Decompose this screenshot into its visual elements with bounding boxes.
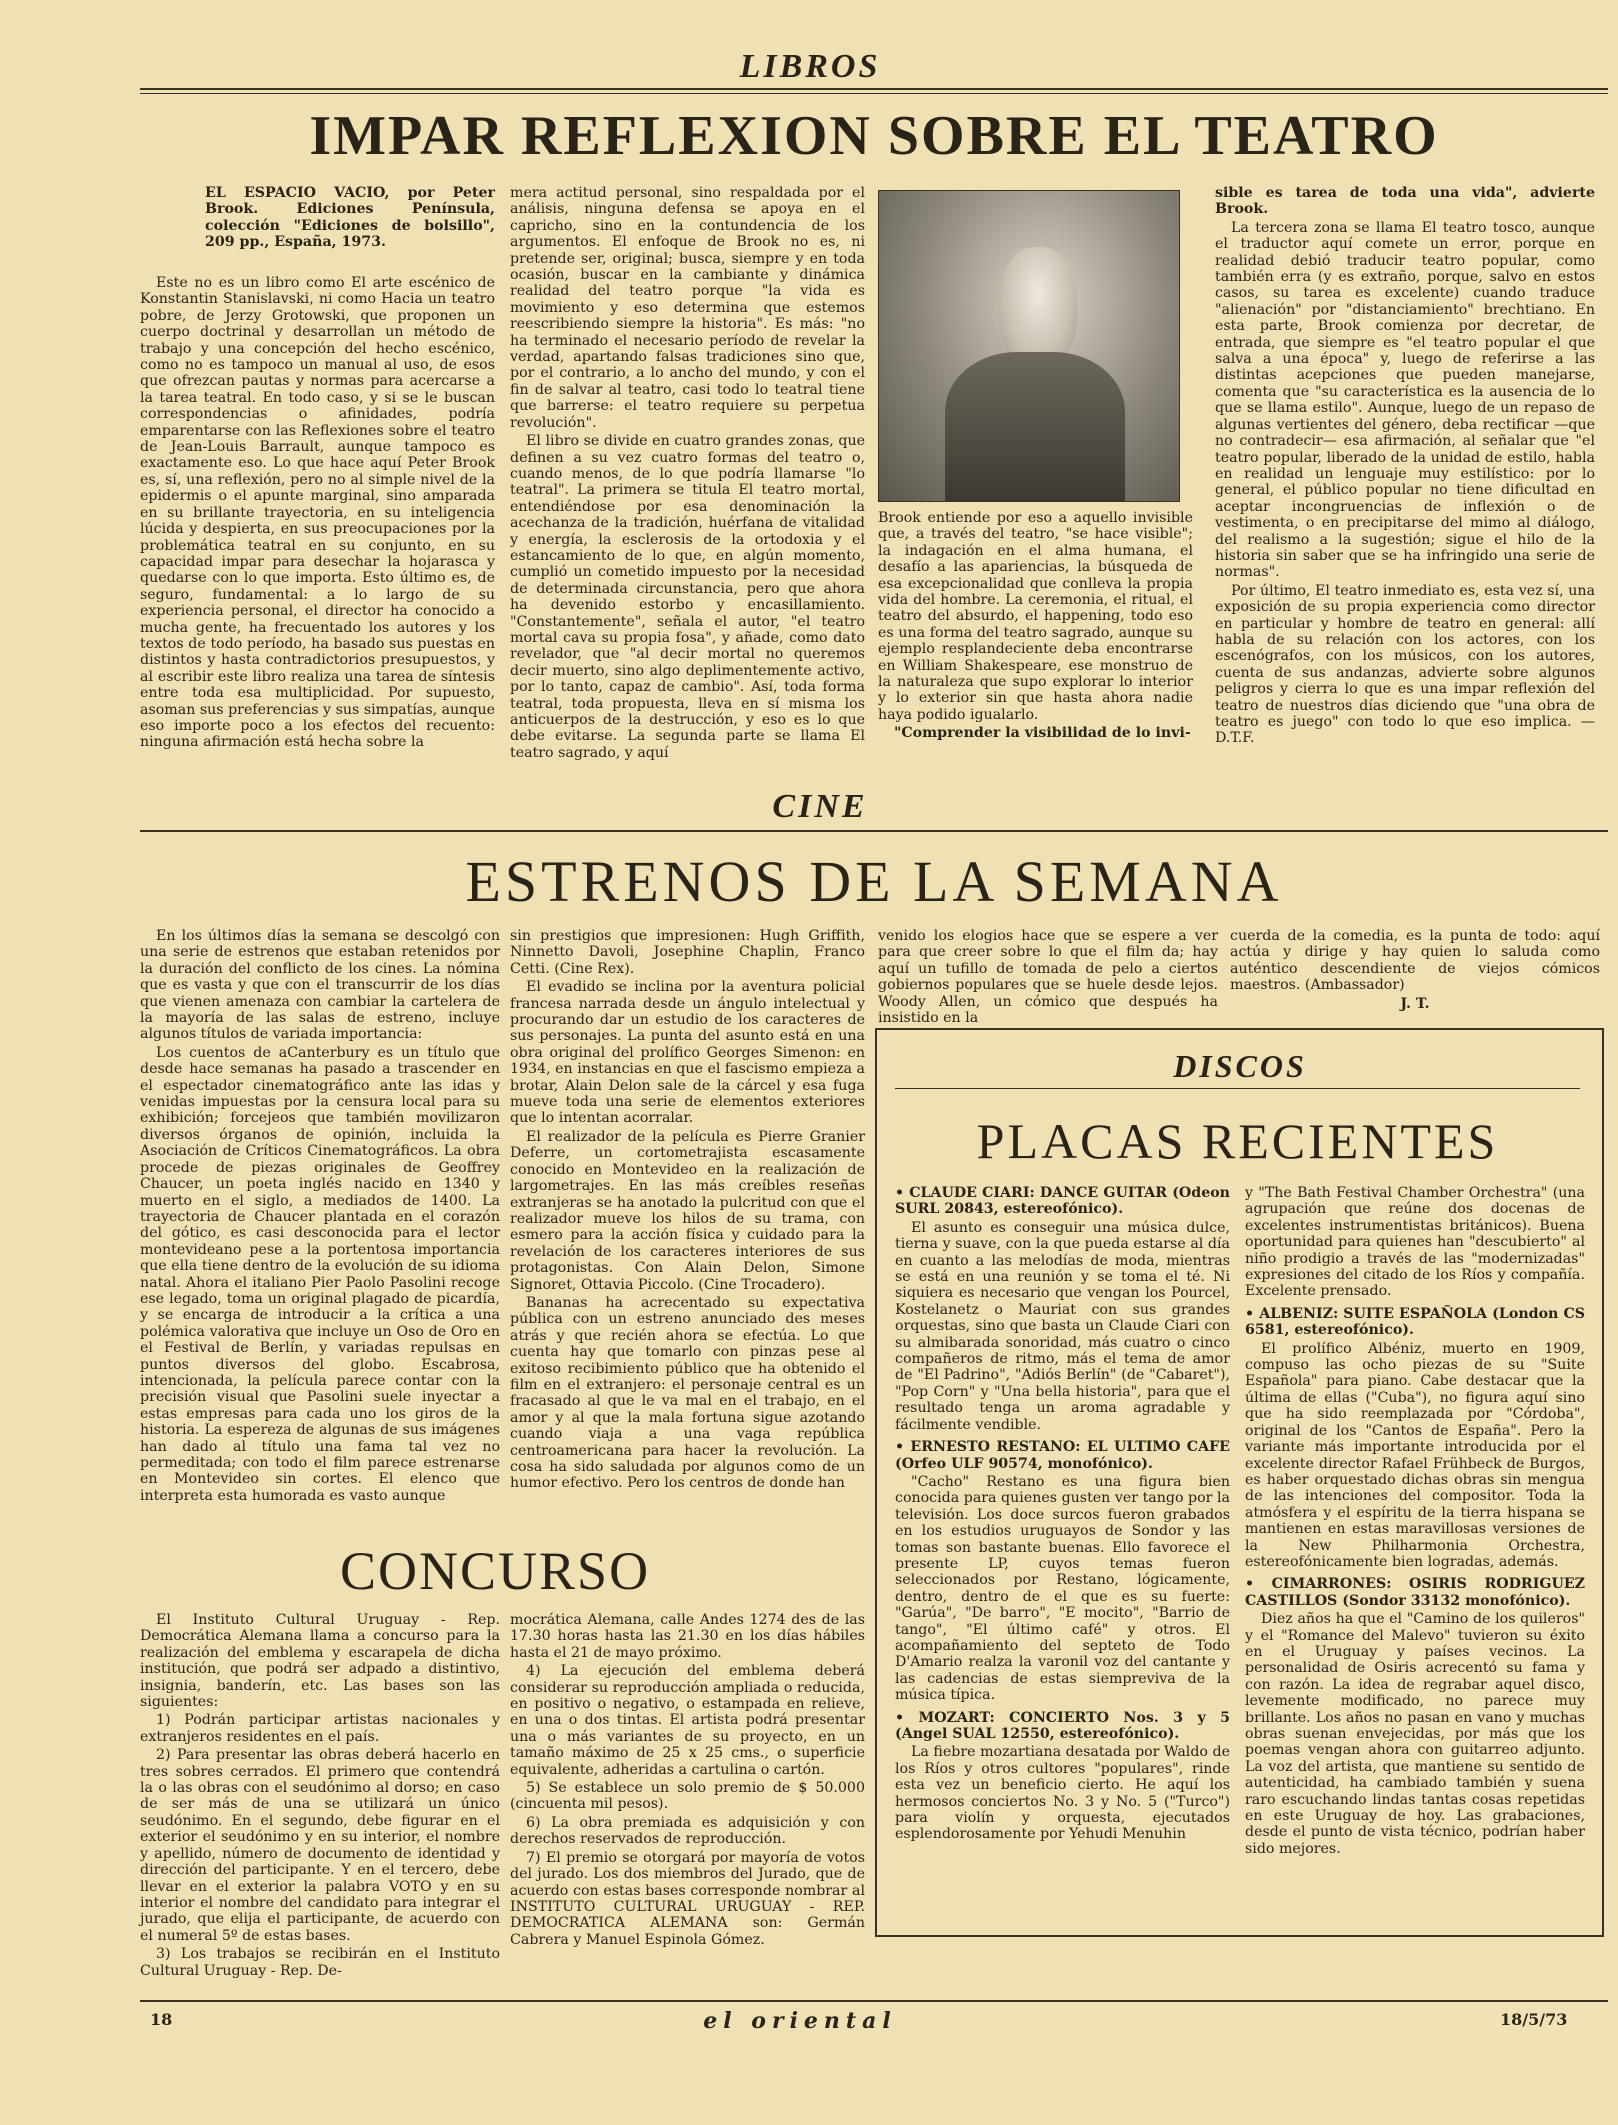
headline-cine: ESTRENOS DE LA SEMANA [465,849,1283,914]
paragraph: 1) Podrán participar artistas nacionales y extranjeros residentes en el país. [140,1712,500,1745]
section-discos: DISCOS [1173,1048,1307,1084]
paragraph: La fiebre mozartiana desatada por Waldo de los Ríos y otros cultores "populares", rinde esta vez un beneficio cierto. He aquí los hermosos conciertos No. 3 y No. 5 ("Turco") para violín y orquesta, ejecutados esplendorosamente por Yehudi Menuhin [895,1744,1230,1843]
paragraph: Brook entiende por eso a aquello invisible que, a través del teatro, "se hace visible"; la indagación en el alma humana, el desafío a las apariencias, la búsqueda de esa excepcionalidad que conlleva la propia vida del hombre. La ceremonia, el ritual, el teatro del absurdo, el happening, todo eso es una forma del teatro sagrado, aunque su ejemplo resplandeciente deba encontrarse en William Shakespeare, ese monstruo de la naturaleza que supo explorar lo interior y lo exterior sin que hasta ahora nadie haya podido igualarlo. [878,510,1193,723]
paragraph: Este no es un libro como El arte escénico de Konstantin Stanislavski, ni como Hacia un teatro pobre, de Jerzy Grotowski, que proponen un cuerpo doctrinal y desarrollan un método de trabajo y una concepción del hecho escénico, como no es tampoco un manual al uso, de esos que ofrezcan pautas y normas para acercarse a la tarea teatral. En todo caso, y si se le buscan correspondencias o afinidades, podría emparentarse con las Reflexiones sobre el teatro de Jean-Louis Barrault, aunque tampoco es exactamente eso. Lo que hace aquí Peter Brook es, sí, una reflexión, pero no al simple nivel de la epidermis o el apunte marginal, sino amparada en su brillante trayectoria, en su inteligencia lúcida y despierta, en sus preocupaciones por la problemática teatral en su conjunto, en su capacidad impar para desechar la hojarasca y quedarse con lo que importa. Esto último es, de seguro, fundamental: a lo largo de su experiencia personal, el director ha conocido a mucha gente, ha frecuentado los autores y los textos de todo período, ha basado sus puestas en distintos y hasta contradictorios presupuestos, y al escribir este libro realiza una tarea de síntesis entre toda esa multiplicidad. Por supuesto, asoman sus preferencias y sus simpatías, aunque eso importe poco a los efectos del recuento: ninguna afirmación está hecha sobre la [140,275,495,751]
discos-column-a [895,1185,1230,1920]
libros-column-3 [878,510,1193,775]
issue-date: 18/5/73 [1500,2010,1568,2029]
paragraph: El realizador de la película es Pierre Granier Deferre, un cortometrajista escasamente conocido en Montevideo en la realización de largometrajes. En las más creíbles reseñas extranjeras se ha anotado la pulcritud con que el realizador mueve los hilos de su trama, con esmero para la acción física y cuidado para la revelación de los caracteres interiores de sus protagonistas. Con Alain Delon, Simone Signoret, Ottavia Piccolo. (Cine Trocadero). [510,1128,865,1293]
publication-name: el oriental [703,2008,897,2034]
paragraph: El libro se divide en cuatro grandes zonas, que definen a su vez cuatro formas del teatro o, cuando menos, de lo que podría llamarse "lo teatral". La primera se titula El teatro mortal, entendiéndose por esa denominación la acechanza de la tradición, huérfana de vitalidad y energía, la esclerosis de la ortodoxia y el estancamiento de lo que, en algún momento, cumplió un cometido impuesto por la necesidad de determinada circunstancia, pero que ahora ha devenido estorbo y encasillamiento. "Constantemente", señala el autor, "el teatro mortal cava su propia fosa", y añade, como dato revelador, que "al decir mortal no queremos decir muerto, sino algo deplimentemente activo, por lo tanto, capaz de cambio". Así, toda forma teatral, toda propuesta, lleva en sí misma los anticuerpos de la destrucción, y eso es lo que debe evitarse. La segunda parte se llama El teatro sagrado, y aquí [510,433,865,761]
divider [895,1088,1580,1089]
paragraph: Por último, El teatro inmediato es, esta vez sí, una exposición de su propia experiencia como director en particular y hombre de teatro en general: allí habla de su relación con los actores, con los escenógrafos, con los músicos, con los autores, cuenta de sus andanzas, advierte sobre algunos peligros y cierra lo que es una impar reflexión del teatro de nuestros días diciendo que "una obra de teatro es juego" con todo lo que eso implica. — D.T.F. [1215,582,1595,747]
record-entry: • MOZART: CONCIERTO Nos. 3 y 5 (Angel SUAL 12550, estereofónico). [895,1709,1230,1742]
paragraph: sible es tarea de toda una vida", advierte Brook. [1215,185,1595,218]
paragraph: El prolífico Albéniz, muerto en 1909, compuso las ocho piezas de su "Suite Española" para piano. Cabe destacar que la última de ellas ("Cuba"), no figura aquí sino que ha sido reemplazada por "Córdoba", original de los "Cantos de España". Pero la variante más importante introducida por el excelente director Rafael Frühbeck de Burgos, es haber orquestado dichas obras sin mengua de las intenciones del compositor. Toda la atmósfera y el espíritu de la tierra hispana se mantienen en estas maravillosas versiones de la New Philharmonia Orchestra, estereofónicamente bien logradas, además. [1245,1340,1585,1570]
paragraph: 5) Se establece un solo premio de $ 50.000 (cincuenta mil pesos). [510,1780,865,1813]
paragraph: "Comprender la visibilidad de lo invi- [894,725,1191,742]
paragraph: Diez años ha que el "Camino de los quileros" y el "Romance del Malevo" tuvieron su éxito en el Uruguay y países vecinos. La personalidad de Osiris acrecentó su fama y con razón. La idea de regrabar aquel disco, levemente modificado, no parece muy brillante. Los años no pasan en vano y muchas obras suenan envejecidas, por más que los poemas vengan ahora con guitarreo adjunto. La voz del artista, que mantiene su sentido de autenticidad, ha cambiado también y suena raro escuchando lindas tantas cosas repetidas en este Uruguay de hoy. Las grabaciones, desde el punto de vista técnico, podrían haber sido mejores. [1245,1611,1585,1857]
paragraph: El evadido se inclina por la aventura policial francesa narrada desde un ángulo intelectual y procurando dar un estudio de los caracteres de sus personajes. La punta del asunto está en una obra original del prolífico Georges Simenon: en 1934, en instancias en que el fascismo empieza a brotar, Alain Delon sale de la cárcel y esa fuga mueve toda una serie de elementos exteriores que lo intentan acorralar. [510,979,865,1127]
paragraph: cuerda de la comedia, es la punta de todo: aquí actúa y dirige y hay quien lo saluda como auténtico descendiente de viejos cómicos maestros. (Ambassador) [1230,928,1600,994]
concurso-column-2 [510,1612,865,1987]
record-entry: • ALBENIZ: SUITE ESPAÑOLA (London CS 6581, estereofónico). [1245,1305,1585,1339]
page-number: 18 [150,2010,173,2029]
libros-column-1 [140,275,495,775]
paragraph: mocrática Alemana, calle Andes 1274 des de las 17.30 horas hasta las 21.30 en los días hábiles hasta el 21 de mayo próximo. [510,1612,865,1661]
paragraph: 6) La obra premiada es adquisición y con derechos reservados de reproducción. [510,1814,865,1848]
libros-column-4 [1215,185,1595,775]
paragraph: 2) Para presentar las obras deberá hacerlo en tres sobres cerrados. El primero que contendrá la o las obras con el seudónimo al dorso; en caso de ser más de una se utilizará un único seudónimo. En el segundo, debe figurar en el exterior el seudónimo y en su interior, el nombre y apellido, número de documento de identidad y dirección del participante. Y en el tercero, debe llevar en el exterior la palabra VOTO y en su interior el nombre del candidato para integrar el jurado, que elija el participante, de acuerdo con el numeral 5º de estas bases. [140,1747,500,1944]
paragraph: 3) Los trabajos se recibirán en el Instituto Cultural Uruguay - Rep. De- [140,1946,500,1979]
paragraph: La tercera zona se llama El teatro tosco, aunque el traductor aquí comete un error, porque en realidad debió traducir teatro popular, como también erra (y es extraño, porque, salvo en estos casos, su tarea es excelente) cuando traduce "alienación" por "distanciamiento" brechtiano. En esta parte, Brook comienza por decretar, de entrada, que siempre es "el teatro popular el que salva a una época" y, luego de referirse a las distintas acepciones que pueden manejarse, comenta que "su característica es la ausencia de lo que se llama estilo". Aunque, luego de un repaso de algunas vertientes del género, deba rectificar —que no contradecir— esa afirmación, al señalar que "el teatro popular, liberado de la unidad de estilo, habla en realidad un lenguaje muy estilístico: por lo general, el público popular no tiene dificultad en aceptar incongruencias de inflexión o de vestimenta, o en precipitarse del mimo al diálogo, del realismo a la sugestión; sigue el hilo de la historia sin saber que se ha infringido una serie de normas". [1215,219,1595,581]
footer-rule [140,2000,1608,2002]
section-cine: CINE [772,788,868,825]
divider [140,88,1608,90]
paragraph: 4) La ejecución del emblema deberá considerar su reproducción ampliada o reducida, en positivo o negativo, o estampada en relieve, en una o dos tintas. El artista podrá presentar una o más variantes de su proyecto, en un tamaño máximo de 25 x 25 cms., o superficie equivalente, adheridas a cartulina o cartón. [510,1663,865,1778]
book-reference [205,185,495,265]
paragraph: sin prestigios que impresionen: Hugh Griffith, Ninnetto Davoli, Josephine Chaplin, Franco Cetti. (Cine Rex). [510,928,865,977]
libros-column-2 [510,185,865,775]
record-entry: • ERNESTO RESTANO: EL ULTIMO CAFE (Orfeo ULF 90574, monofónico). [895,1439,1230,1472]
paragraph: mera actitud personal, sino respaldada por el análisis, ninguna defensa se apoya en el capricho, sino en la contundencia de los argumentos. El enfoque de Brook no es, ni pretende ser, original; busca, siempre y en toda ocasión, buscar en la cambiante y dinámica realidad del teatro porque "la vida es movimiento y eso determina que estemos reescribiendo siempre la historia". Es más: "no ha terminado el necesario período de revelar la verdad, apartando falsas tradiciones sino que, por el contrario, a lo ancho del mundo, y con el fin de salvar al teatro, casi todo lo teatral tiene que barrerse: el teatro requiere su perpetua revolución". [510,185,865,431]
divider [140,830,1608,832]
paragraph: Los cuentos de aCanterbury es un título que desde hace semanas ha pasado a trascender en el espectador cinematográfico ante las idas y venidas impuestas por la censura local para su exhibición; forcejeos que también movilizaron diversos órganos de opinión, incluida la Asociación de Críticos Cinematográficos. La obra procede de piezas originales de Geoffrey Chaucer, un poeta inglés nacido en 1340 y muerto en el siglo, a mediados de 1400. La trayectoria de Chaucer plantada en el corazón del gótico, es casi desconocida para el lector montevideano pese a la portentosa importancia que ella tiene dentro de la evolución de su idioma natal. Ahora el italiano Pier Paolo Pasolini recoge ese legado, toma un original plagado de picardía, y se encarga de introducir a la crítica a una polémica valorativa que incluye un Oso de Oro en el Festival de Berlín, y variadas repulsas en puntos diversos del globo. Escabrosa, intencionada, la película parece contar con la precisión visual que Pasolini suele inyectar a estas empresas para cada uno los giros de la historia. La espereza de algunas de sus imágenes han dado al título una fama tal vez no permeditada; con todo el film parece estrenarse en Montevideo sin cortes. El elenco que interpreta esta humorada es vasto aunque [140,1044,500,1504]
paragraph: y "The Bath Festival Chamber Orchestra" (una agrupación que reúne dos docenas de excelentes instrumentistas británicos). Buena oportunidad para quienes han "descubierto" al niño prodigio a través de las "modernizadas" expresiones del citado de los Ríos y compañía. Excelente prensado. [1245,1185,1585,1300]
discos-column-b [1245,1185,1585,1920]
headline-libros: IMPAR REFLEXION SOBRE EL TEATRO [309,105,1439,167]
paragraph: En los últimos días la semana se descolgó con una serie de estrenos que estaban retenidos por la duración del conflicto de los cines. La nómina que es vasta y que con el transcurrir de los días que vienen amenaza con cambiar la cartelera de la mayoría de las salas de estreno, incluye algunos títulos de variada importancia: [140,928,500,1043]
paragraph: Bananas ha acrecentado su expectativa pública con un estreno anunciado des meses atrás y que recién ahora se efectúa. Lo que cuenta hay que tomarlo con pinzas pese al exitoso recibimiento público que ha obtenido el film en el extranjero: el personaje central es un fracasado al que le va mal en el trabajo, en el amor y al que la mala fortuna sigue azotando cuando viaja a una vaga república centroamericana para hacer la revolución. La cosa ha sido saludada por algunos como de un humor efectivo. Pero los centros de donde han [510,1294,865,1492]
cine-column-3 [878,928,1218,1027]
headline-concurso: CONCURSO [340,1541,651,1601]
divider [140,93,1608,94]
cine-column-4 [1230,928,1600,1018]
headline-discos: PLACAS RECIENTES [976,1113,1499,1169]
paragraph: El Instituto Cultural Uruguay - Rep. Democrática Alemana llama a concurso para la realización del emblema y escarapela de dicha institución, que podrá ser adpado a distintivo, insignia, banderín, etc. Las bases son las siguientes: [140,1612,500,1711]
book-reference-text: EL ESPACIO VACIO, por Peter Brook. Ediciones Península, colección "Ediciones de bolsillo", 209 pp., España, 1973. [205,185,495,251]
concurso-column-1 [140,1612,500,1987]
byline: J. T. [1400,995,1430,1012]
record-entry: • CIMARRONES: OSIRIS RODRIGUEZ CASTILLOS (Sondor 33132 monofónico). [1245,1576,1585,1609]
author-photo [878,190,1180,502]
record-entry: • CLAUDE CIARI: DANCE GUITAR (Odeon SURL 20843, estereofónico). [895,1185,1230,1218]
paragraph: "Cacho" Restano es una figura bien conocida para quienes gusten ver tango por la televisión. Los doce surcos fueron grabados en los estudios uruguayos de Sondor y las tomas son bastante buenas. Ello favorece el presente LP, cuyos temas fueron seleccionados por Restano, lógicamente, dentro, dentro de el que es su fuerte: "Garúa", "De barro", "E mocito", "Barrio de tango", "El último café" y otros. El acompañamiento del septeto de Todo D'Amario realza la varonil voz del cantante y las cadencias de estas siempreviva de la música típica. [895,1473,1230,1704]
paragraph: El asunto es conseguir una música dulce, tierna y suave, con la que pueda estarse al día en cuanto a las melodías de moda, mientras se está en una reunión y se toma el té. Ni siquiera es necesario que vengan los Pourcel, Kostelanetz o Mauriat con sus grandes orquestas, sino que basta un Claude Ciari con su almibarada sonoridad, más cuatro o cinco compañeros de ritmo, más el tema de amor de "El Padrino", "Adiós Berlín" (de "Cabaret"), "Pop Corn" y "Una bella historia", para que el resultado tenga un aroma agradable y fácilmente vendible. [895,1219,1230,1433]
paragraph: venido los elogios hace que se espere a ver para que creer sobre lo que el film da; hay aquí un tufillo de tomada de pelo a ciertos gobiernos populares que se huele desde lejos. Woody Allen, un cómico que después ha insistido en la [878,928,1218,1027]
paragraph: 7) El premio se otorgará por mayoría de votos del jurado. Los dos miembros del Jurado, que de acuerdo con estas bases corresponde nombrar al INSTITUTO CULTURAL URUGUAY - REP. DEMOCRATICA ALEMANA son: Germán Cabrera y Manuel Espinola Gómez. [510,1849,865,1948]
section-libros: LIBROS [739,48,881,85]
